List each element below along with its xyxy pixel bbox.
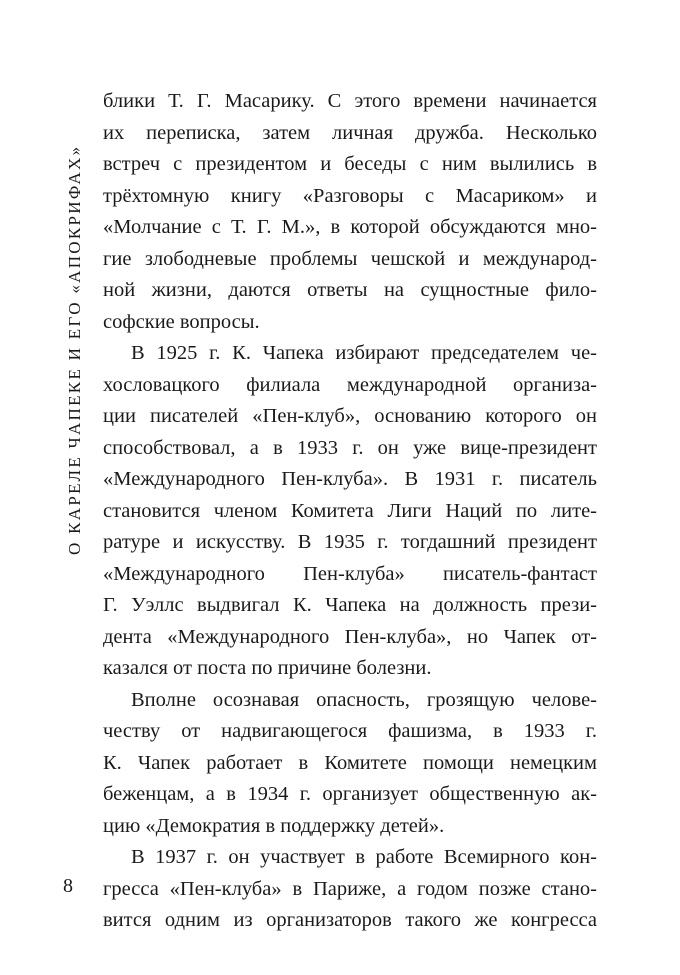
text-line: трёхтомную книгу «Разговоры с Масариком» и [103, 184, 597, 207]
running-head-text: О КАРЕЛЕ ЧАПЕКЕ И ЕГО «АПОКРИФАХ» [65, 144, 84, 555]
body-text [103, 86, 597, 937]
text-line: В 1925 г. К. Чапека избирают председателем че- [131, 342, 597, 364]
paragraph-3 [103, 685, 597, 843]
text-line: ной жизни, даются ответы на сущностные фило- [103, 279, 597, 301]
text-line: Вполне осознавая опасность, грозящую челове- [131, 688, 597, 711]
text-line: ции писателей «Пен-клуб», основанию которого он [103, 405, 597, 427]
text-line: способствовал, а в 1933 г. он уже вице-президент [103, 436, 597, 459]
paragraph-2 [103, 338, 597, 685]
text-line: становится членом Комитета Лиги Наций по лите- [103, 499, 597, 522]
text-line: ратуре и искусству. В 1935 г. тогдашний президент [103, 531, 597, 553]
paragraph-4 [103, 842, 597, 937]
text-line: беженцам, а в 1934 г. организует общественную ак- [103, 783, 597, 805]
text-line: гресса «Пен-клуба» в Париже, а годом позже стано- [103, 877, 597, 900]
text-line: дента «Международного Пен-клуба», но Чапек от- [103, 625, 597, 648]
text-line: софские вопросы. [103, 310, 260, 333]
text-line: «Международного Пен-клуба». В 1931 г. писатель [103, 468, 597, 490]
text-line: встреч с президентом и беседы с ним вылились в [103, 153, 597, 175]
text-line: «Международного Пен-клуба» писатель-фантаст [103, 562, 597, 585]
text-line: честву от надвигающегося фашизма, в 1933 г. [103, 720, 597, 742]
text-line: блики Т. Г. Масарику. С этого времени начинается [103, 90, 597, 112]
text-line: вится одним из организаторов такого же конгресса [103, 909, 597, 931]
text-line: казался от поста по причине болезни. [103, 657, 432, 679]
text-line: Г. Уэллс выдвигал К. Чапека на должность прези- [103, 594, 597, 616]
text-line: цию «Демократия в поддержку детей». [103, 814, 445, 837]
page-number: 8 [63, 875, 73, 897]
text-line: В 1937 г. он участвует в работе Всемирного кон- [131, 846, 597, 868]
text-line: их переписка, затем личная дружба. Несколько [103, 121, 597, 144]
text-line: гие злободневые проблемы чешской и международ- [103, 247, 597, 270]
text-line: К. Чапек работает в Комитете помощи немецким [103, 751, 597, 774]
text-line: хословацкого филиала международной организа- [103, 373, 597, 396]
paragraph-1 [103, 86, 597, 338]
text-line: «Молчание с Т. Г. М.», в которой обсуждаются мно- [103, 216, 597, 238]
